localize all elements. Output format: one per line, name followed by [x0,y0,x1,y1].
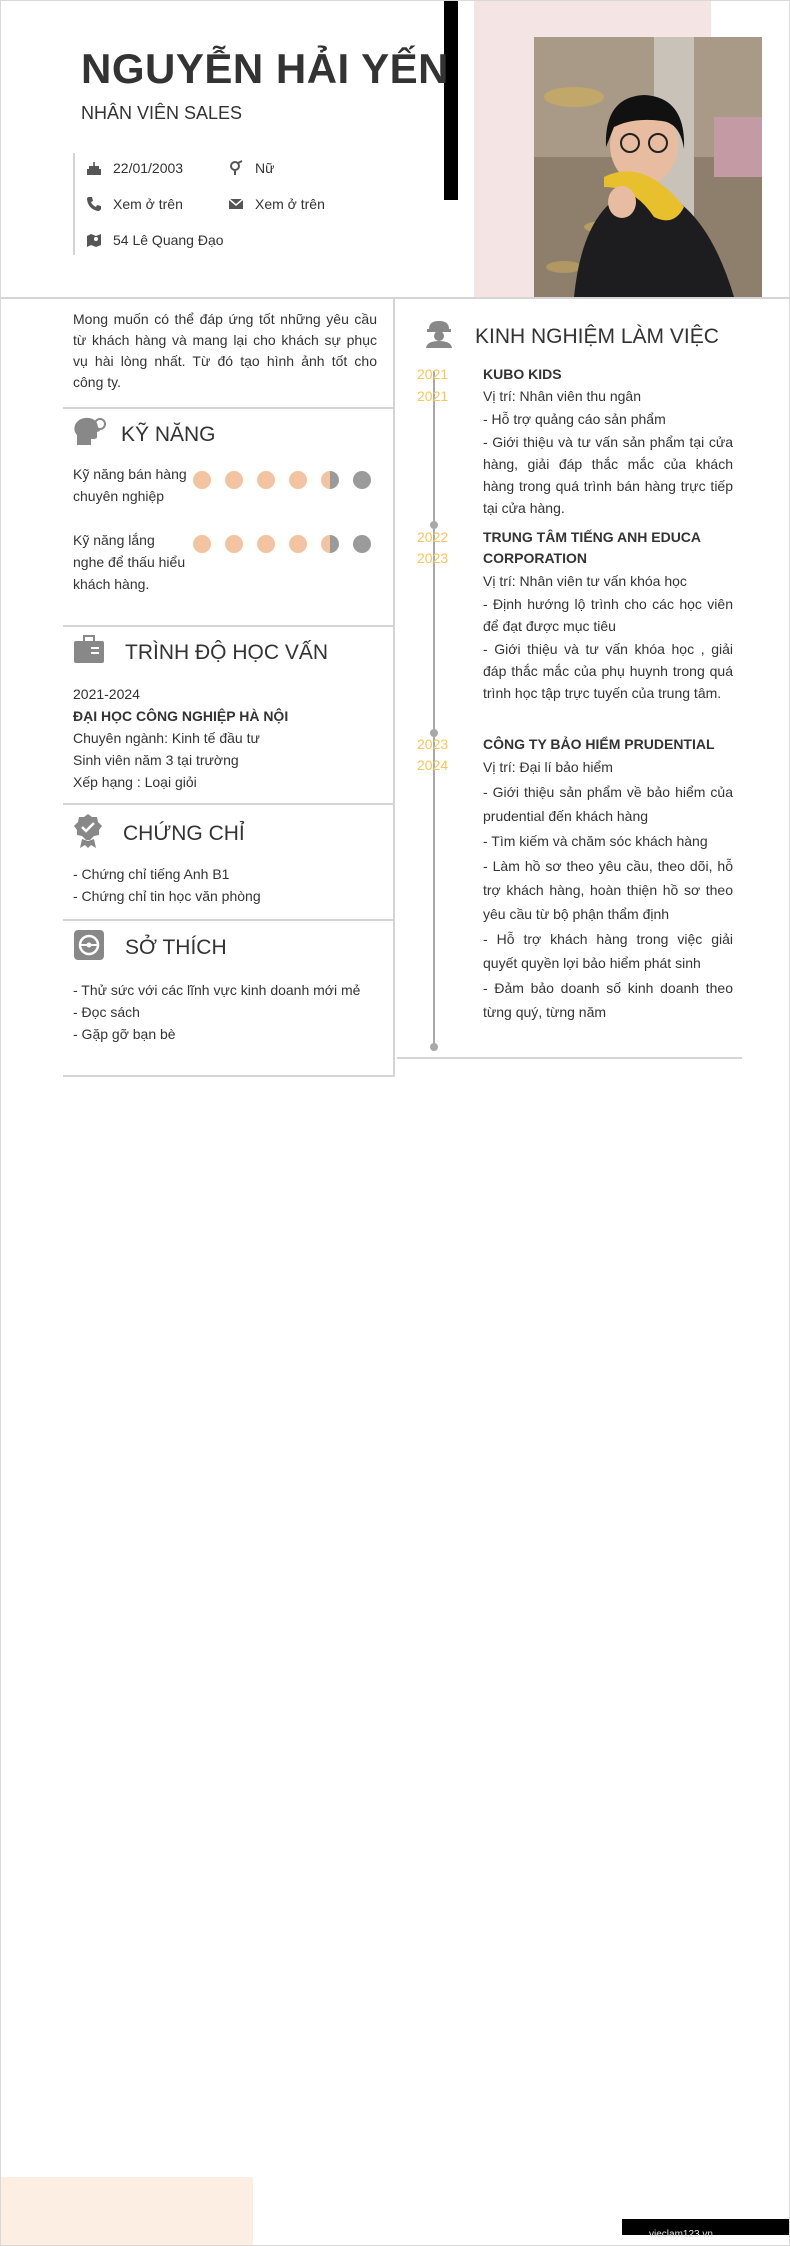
briefcase-icon [73,635,105,670]
education-status: Sinh viên năm 3 tại trường [73,752,239,768]
job-duty: - Đảm bảo doanh số kinh doanh theo từng quý, từng năm [483,980,733,1020]
job-start-year: 2022 [417,529,449,545]
candidate-name: NGUYỄN HẢI YẾN [81,45,449,92]
career-objective: Mong muốn có thể đáp ứng tốt những yêu cầu từ khách hàng và mang lại cho khách sự phục vụ hài lòng nhất. Từ đó tạo hình ảnh tốt cho công ty. [73,311,377,390]
job-duty: - Giới thiệu và tư vấn khóa học , giải đáp thắc mắc của phụ huynh trong quá trình học tập trực tuyến của trung tâm. [483,641,733,701]
divider [63,919,395,921]
skill-label-line: nghe để thấu hiểu [73,554,186,570]
phone-icon [85,195,103,213]
company-line: TRUNG TÂM TIẾNG ANH EDUCA [483,529,702,545]
job-position: Vị trí: Nhân viên tư vấn khóa học [483,573,687,589]
cake-icon [85,159,103,177]
skill-head-icon [73,417,107,452]
skill-label-line: khách hàng. [73,576,150,592]
certificates-header [73,813,245,854]
divider [63,407,395,409]
job-end-year: 2023 [417,550,449,566]
education-header [73,635,328,670]
hobby-item: - Đọc sách [73,1004,140,1020]
birthday-value: 22/01/2003 [113,160,184,176]
header-black-bar [444,1,458,200]
address-value: 54 Lê Quang Đạo [113,232,224,248]
job-start-year: 2021 [417,366,449,382]
job-duty: - Định hướng lộ trình cho các học viên để đạt được mục tiêu [483,596,733,634]
skills-header [73,417,216,452]
skills-title: KỸ NĂNG [121,422,216,446]
timeline-line [433,371,435,1047]
rating-dot [257,471,275,489]
mail-icon [227,195,245,213]
left-column [63,299,395,1077]
right-column [397,299,742,1059]
email-row [227,195,325,213]
job-details [483,385,733,520]
rating-dot [225,535,243,553]
education-major: Chuyên ngành: Kinh tế đầu tư [73,730,260,746]
certificates-title: CHỨNG CHỈ [123,821,245,845]
job-company [483,527,733,569]
watermark: vieclam123.vn [649,2229,713,2240]
skill-label-line: chuyên nghiệp [73,488,165,504]
experience-title: KINH NGHIỆM LÀM VIỆC [475,324,719,348]
footer-peach-block [1,2177,253,2246]
rating-dot [353,535,371,553]
timeline-dot [430,1043,438,1051]
skill-rating [193,535,371,553]
hobby-item: - Thử sức với các lĩnh vực kinh doanh mới mẻ [73,982,361,998]
address-row [85,231,224,249]
rating-dot [193,471,211,489]
education-period: 2021-2024 [73,686,140,702]
phone-value: Xem ở trên [113,196,183,212]
education-rank: Xếp hạng : Loại giỏi [73,774,197,790]
company-line: KUBO KIDS [483,366,562,382]
profile-photo [534,37,762,297]
rating-dot [257,535,275,553]
experience-header [423,319,719,354]
job-position: Vị trí: Nhân viên thu ngân [483,388,641,404]
hobbies-header [73,929,227,966]
certificate-item: - Chứng chỉ tiếng Anh B1 [73,866,230,882]
job-start-year: 2023 [417,736,449,752]
job-company [483,734,733,755]
company-line: CORPORATION [483,550,587,566]
gender-icon [227,159,245,177]
phone-row [85,195,183,213]
rating-dot [225,471,243,489]
job-duty: - Giới thiệu và tư vấn sản phẩm tại cửa hàng, giải đáp thắc mắc của khách hàng trong quá trình bán hàng trực tiếp tại cửa hàng. [483,434,733,516]
rating-dot [193,535,211,553]
rating-dot [289,471,307,489]
skill-label-line: Kỹ năng bán hàng [73,466,187,482]
divider [63,625,395,627]
contact-info [73,153,413,255]
education-school: ĐẠI HỌC CÔNG NGHIỆP HÀ NỘI [73,708,289,724]
award-icon [73,813,103,854]
divider [63,803,395,805]
steering-icon [73,929,105,966]
job-duty: - Hỗ trợ khách hàng trong việc giải quyết quyền lợi bảo hiểm phát sinh [483,931,733,971]
rating-dot [353,471,371,489]
education-title: TRÌNH ĐỘ HỌC VẤN [125,640,329,664]
birthday-row [85,159,183,177]
hobbies-title: SỞ THÍCH [125,935,227,959]
gender-row [227,159,274,177]
company-line: CÔNG TY BẢO HIỂM PRUDENTIAL [483,736,715,752]
worker-icon [423,319,455,354]
job-duty: - Làm hồ sơ theo yêu cầu, theo dõi, hỗ trợ khách hàng, hoàn thiện hồ sơ theo yêu cầu từ bộ phận thẩm định [483,858,733,922]
skill-rating [193,471,371,489]
job-duty: - Hỗ trợ quảng cáo sản phẩm [483,411,666,427]
skill-label-line: Kỹ năng lắng [73,532,155,548]
skill-label [73,463,198,507]
map-icon [85,231,103,249]
email-value: Xem ở trên [255,196,325,212]
gender-value: Nữ [255,160,275,176]
rating-dot [321,471,339,489]
rating-dot [289,535,307,553]
certificate-item: - Chứng chỉ tin học văn phòng [73,888,261,904]
job-company [483,364,733,385]
job-duty: - Giới thiệu sản phẩm về bảo hiểm của prudential đến khách hàng [483,784,733,824]
skill-label [73,529,198,595]
job-position: Vị trí: Đại lí bảo hiểm [483,759,613,775]
job-details [483,755,733,1025]
rating-dot [321,535,339,553]
job-details [483,570,733,705]
job-title: NHÂN VIÊN SALES [81,103,243,123]
job-end-year: 2024 [417,757,449,773]
job-duty: - Tìm kiếm và chăm sóc khách hàng [483,833,708,849]
portrait-image [534,37,762,297]
hobby-item: - Gặp gỡ bạn bè [73,1026,176,1042]
job-end-year: 2021 [417,388,449,404]
